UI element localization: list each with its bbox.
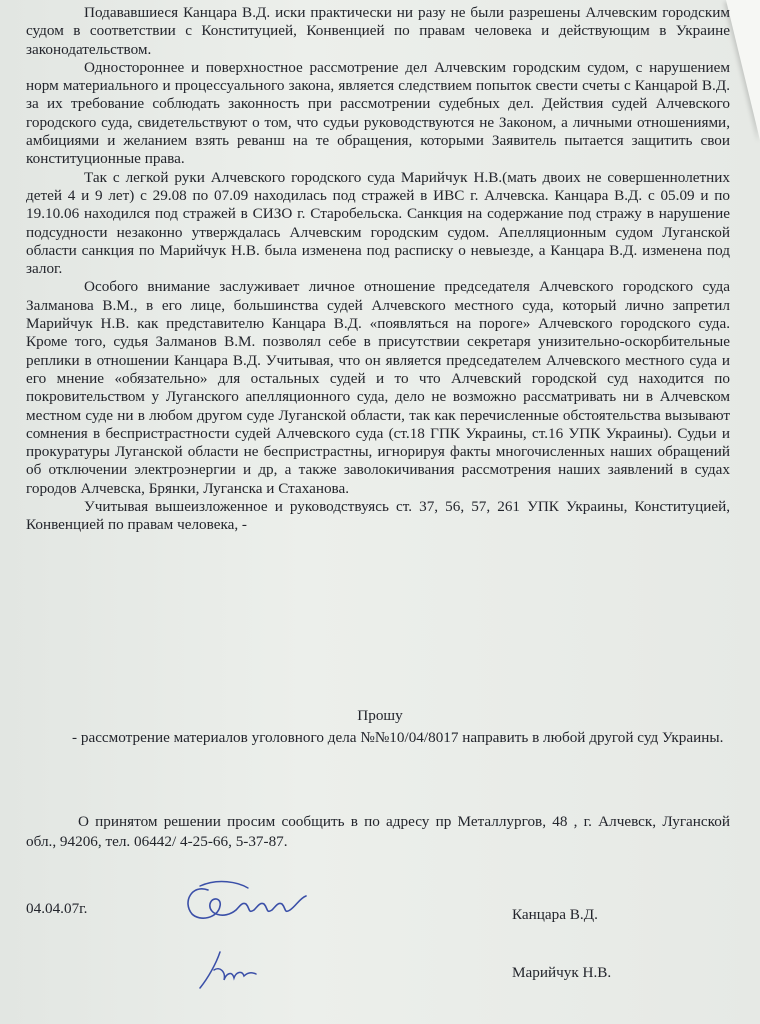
paragraph-legal-basis: Учитывая вышеизложенное и руководствуясь ст. 37, 56, 57, 261 УПК Украины, Конституцией, Конвенцией по правам человека, - <box>26 498 730 534</box>
request-body: - рассмотрение материалов уголовного дела №№10/04/8017 направить в любой другой суд Украины. <box>72 729 724 746</box>
notice-body: О принятом решении просим сообщить в по адресу пр Металлургов, 48 , г. Алчевск, Луганской обл., 94206, тел. 06442/ 4-25-66, 5-37-87. <box>26 813 730 850</box>
paragraph-one-sided-review: Одностороннее и поверхностное рассмотрение дел Алчевским городским судом, с нарушением норм материального и процессуального закона, является следствием попыток свести счеты с Канцарой В.Д. за их требование соблюдать законность при рассмотрении судебных дел. Действия судей Алчевского городского суда, свидетельствуют о том, что судьи руководствуются не Законом, а личными отношениями, амбициями и желанием взять реванш на те обращения, которыми Заявитель пытается защитить свои конституционные права. <box>26 58 730 168</box>
paragraph-chairman-attitude: Особого внимание заслуживает личное отношение председателя Алчевского городского суда Залманова В.М., в его лице, большинства судей Алчевского местного суда, который лично запретил Марийчук Н.В. как представителю Канцара В.Д. «появляться на пороге» Алчевского городского суда. Кроме того, судья Залманов В.М. позволял себе в присутствии секретаря унизительно-оскорбительные реплики в отношении Канцара В.Д. Учитывая, что он является председателем Алчевского местного суда и его мнение «обязательно» для остальных судей и то что Алчевский городской суд находится по покровительством у Луганского апелляционного суда, дело не возможно рассматривать ни в Алчевском местном суде ни в любом другом суде Луганской области, так как перечисленные обстоятельства вызывают сомнения в беспристрастности судей Алчевского суда (ст.18 ГПК Украины, ст.16 УПК Украины). Судьи и прокуратуры Луганской области не беспристрастны, игнорируя факты многочисленных наших обращений об отключении электроэнергии и др, а также заволокичивания рассмотрения наших заявлений в судах городов Алчевска, Брянки, Луганска и Стаханова. <box>26 278 730 497</box>
signature-first-image <box>178 876 318 932</box>
document-date: 04.04.07г. <box>26 900 88 917</box>
request-text <box>26 729 730 747</box>
complaint-body <box>26 4 730 535</box>
page-fold-corner <box>726 0 760 140</box>
paragraph-lawsuits: Подававшиеся Канцара В.Д. иски практически ни разу не были разрешены Алчевским городским судом в соответствии с Конституцией, Конвенцией по правам человека и действующим в Украине законодательством. <box>26 4 730 58</box>
signer-mariychuk: Марийчук Н.В. <box>512 964 612 981</box>
signer-kantsara: Канцара В.Д. <box>512 906 598 923</box>
notice-text <box>26 812 730 852</box>
paragraph-detention: Так с легкой руки Алчевского городского суда Марийчук Н.В.(мать двоих не совершеннолетних детей 4 и 9 лет) с 29.08 по 07.09 находилась под стражей в ИВС г. Алчевска. Канцара В.Д. с 05.09 и по 19.10.06 находился под стражей в СИЗО г. Старобельска. Санкция на содержание под стражу в нарушение подсудности незаконно утверждалась Алчевским городским судом. Апелляционным судом Луганской области санкция по Марийчук Н.В. была изменена под расписку о невыезде, а Канцара В.Д. изменена под залог. <box>26 168 730 278</box>
signature-second-image <box>196 948 276 994</box>
request-heading: Прошу <box>357 707 403 724</box>
